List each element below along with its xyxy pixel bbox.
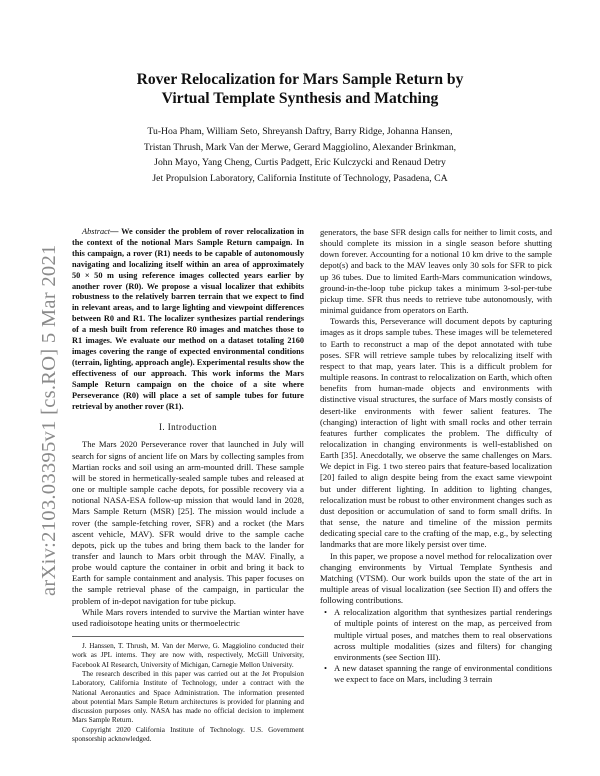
body-paragraph: generators, the base SFR design calls for neither to limit costs, and should complete its mission in a single season before shutting down forever. Accounting for a notional 10 km drive to the sample depot(s) and back to the MAV leaves only 30 sols for SFR to pick up 36 tubes. Due to limited Earth-Mars communication windows, ground-in-the-loop tube pickup takes a minimum 3-sol-per-tube pickup time. SFR thus needs to retrieve tube autonomously, with minimal guidance from operators on Earth. <box>320 227 552 316</box>
right-column <box>320 227 552 685</box>
author-block <box>0 124 600 186</box>
abstract-text: — We consider the problem of rover relocalization in the context of the notional Mars Sample Return campaign. In this campaign, a rover (R1) needs to be capable of autonomously navigating and localizing itself within an area of approximately 50 × 50 m using reference images collected years earlier by another rover (R0). We propose a visual localizer that exhibits robustness to the relatively barren terrain that we expect to find in relevant areas, and to large lighting and viewpoint differences between R0 and R1. The localizer synthesizes partial renderings of a mesh built from reference R0 images and matches those to R1 images. We evaluate our method on a dataset totaling 2160 images covering the range of expected environmental conditions (terrain, lighting, approach angle). Experimental results show the effectiveness of our approach. This work informs the Mars Sample Return campaign on the choice of a site where Perseverance (R0) will place a set of sample tubes for future retrieval by another rover (R1). <box>72 227 304 411</box>
abstract-label: Abstract <box>82 227 111 236</box>
arxiv-sidebar <box>8 0 68 776</box>
arxiv-identifier: arXiv:2103.03395v1 [cs.RO] 5 Mar 2021 <box>38 244 60 596</box>
footnote: The research described in this paper was carried out at the Jet Propulsion Laboratory, California Institute of Technology, under a contract with the National Aeronautics and Space Administration. The information presented about potential Mars Sample Return architectures is provided for planning and discussion purposes only. NASA has made no official decision to implement Mars Sample Return. <box>72 669 304 725</box>
author-line: Tu-Hoa Pham, William Seto, Shreyansh Daftry, Barry Ridge, Johanna Hansen, <box>147 126 453 137</box>
contribution-item: • A relocalization algorithm that synthesizes partial renderings of multiple points of interest on the map, as perceived from multiple virtual poses, and matches them to real observations across multiple modalities (sizes and filters) for changing environments (see Section III). <box>334 607 552 663</box>
body-paragraph: In this paper, we propose a novel method for relocalization over changing environments by Virtual Template Synthesis and Matching (VTSM). Our work builds upon the state of the art in multiple areas of visual localization (see Section II) and offers the following contributions. <box>320 550 552 606</box>
footnote: Copyright 2020 California Institute of Technology. U.S. Government sponsorship acknowledged. <box>72 725 304 744</box>
abstract <box>72 227 304 412</box>
author-line: Tristan Thrush, Mark Van der Merwe, Gerard Maggiolino, Alexander Brinkman, <box>143 141 457 153</box>
intro-paragraph: While Mars rovers intended to survive the Martian winter have used radioisotope heating units or thermoelectric <box>72 606 304 628</box>
section-heading-introduction: I. Introduction <box>159 422 217 433</box>
body-paragraph: Towards this, Perseverance will document depots by capturing images as it drops sample tubes. These images will be telemetered to Earth to reconstruct a map of the depot annotated with tube poses. SFR will retrieve sample tubes by relocalizing itself with respect to that map, years later. This is a difficult problem for multiple reasons. In contrast to relocalization on Earth, which often benefits from human-made objects and environments with distinctive visual structures, the surface of Mars mostly consists of desert-like environments with fewer salient features. The (changing) interaction of light with small rocks and other terrain features further complicates the problem. The difficulty of relocalization in changing environments is well-established on Earth [35]. Anecdotally, we observe the same challenges on Mars. We depict in Fig. 1 two stereo pairs that feature-based localization [20] failed to align despite being from the exact same viewpoint but under different lighting. In addition to lighting changes, relocalization must be robust to other environment changes such as dust deposition or accumulation of sand to form small drifts. In that sense, the nature and timeline of the mission permits dedicating special care to the crafting of the map, e.g., by selecting landmarks that are more likely persist over time. <box>320 316 552 550</box>
footnote-divider <box>72 636 304 637</box>
author-line: John Mayo, Yang Cheng, Curtis Padgett, Eric Kulczycki and Renaud Detry <box>154 157 446 168</box>
paper-title <box>0 70 600 108</box>
left-column <box>72 227 304 744</box>
intro-paragraph: The Mars 2020 Perseverance rover that launched in July will search for signs of ancient life on Mars by collecting samples from Martian rocks and soil using an arm-mounted drill. These sample will be stored in hermetically-sealed sample tubes and released at one or multiple sample cache depots, for possible recovery via a notional NASA-ESA follow-up mission that would land in 2028, Mars Sample Return (MSR) [25]. The mission would include a rover (the sample-fetching rover, SFR) and a rocket (the Mars ascent vehicle, MAV). SFR would drive to the sample cache depots, pick up the tubes and bring them back to the lander for transfer and launch to Mars orbit through the MAV. Finally, a probe would capture the container in orbit and bring it back to Earth for sample containment and analysis. This paper focuses on the sample retrieval phase of the campaign, in particular the problem of in-depot navigation for tube pickup. <box>72 439 304 606</box>
paper-title-text: Rover Relocalization for Mars Sample Return by Virtual Template Synthesis and Matching <box>136 71 464 107</box>
footnote: J. Hanssen, T. Thrush, M. Van der Merwe, G. Maggiolino conducted their work as JPL interns. They are now with, respectively, McGill University, Facebook AI Research, University of Michigan, Carnegie Mellon University. <box>72 642 304 669</box>
affiliation-line: Jet Propulsion Laboratory, California Institute of Technology, Pasadena, CA <box>152 172 448 184</box>
contribution-item: • A new dataset spanning the range of environmental conditions we expect to face on Mars, including 3 terrain <box>334 663 552 685</box>
contribution-list <box>320 607 552 685</box>
